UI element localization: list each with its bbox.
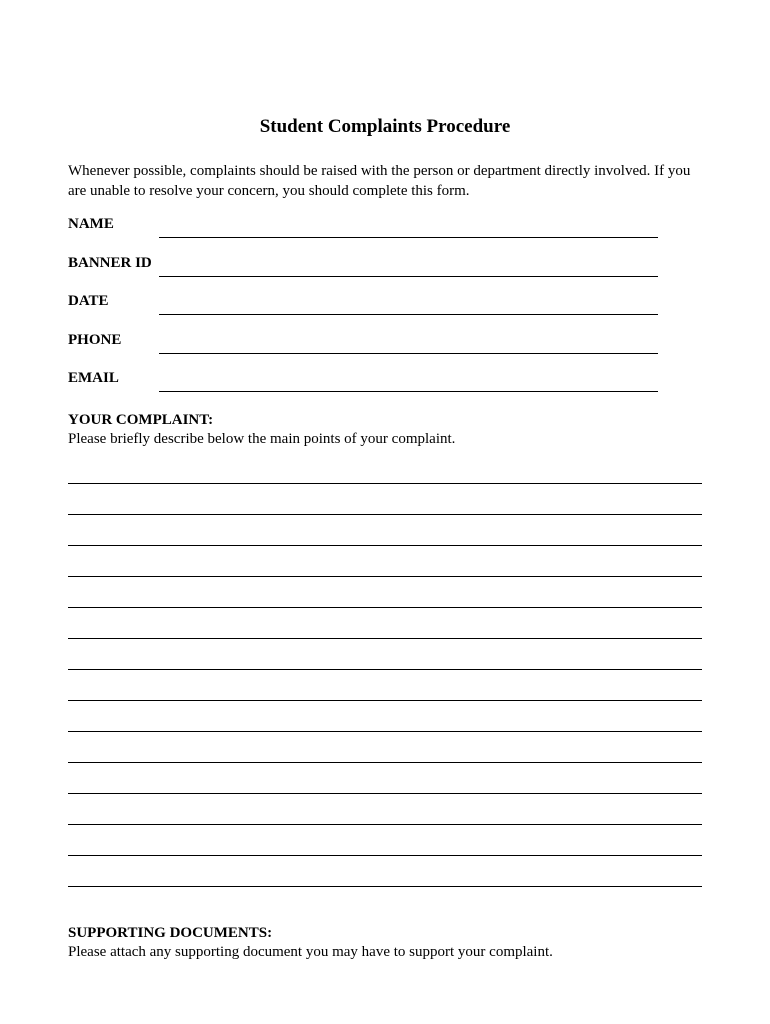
complaint-instructions: Please briefly describe below the main points of your complaint. <box>68 431 456 447</box>
banner-id-label: BANNER ID <box>68 255 152 271</box>
complaint-line <box>68 514 702 515</box>
banner-id-input[interactable] <box>159 258 658 277</box>
email-field-row <box>68 368 658 392</box>
complaint-line <box>68 607 702 608</box>
name-field-row <box>68 214 658 238</box>
intro-text: Whenever possible, complaints should be raised with the person or department directly involved. If you are unable to resolve your concern, you should complete this form. <box>68 163 691 199</box>
complaint-writing-area[interactable] <box>68 455 702 889</box>
banner-id-field-row <box>68 253 658 277</box>
complaint-line <box>68 731 702 732</box>
complaint-line <box>68 886 702 887</box>
phone-label: PHONE <box>68 332 122 348</box>
complaint-line <box>68 545 702 546</box>
supporting-documents-instructions: Please attach any supporting document you may have to support your complaint. <box>68 944 553 960</box>
phone-field-row <box>68 330 658 354</box>
date-label: DATE <box>68 293 109 309</box>
name-label: NAME <box>68 216 114 232</box>
complaint-line <box>68 824 702 825</box>
complaint-line <box>68 483 702 484</box>
email-label: EMAIL <box>68 370 119 386</box>
complaint-line <box>68 762 702 763</box>
date-field-row <box>68 291 658 315</box>
page-title: Student Complaints Procedure <box>259 116 511 137</box>
supporting-documents-heading: SUPPORTING DOCUMENTS: <box>68 925 273 941</box>
complaint-line <box>68 669 702 670</box>
phone-input[interactable] <box>159 335 658 354</box>
complaint-line <box>68 638 702 639</box>
name-input[interactable] <box>159 219 658 238</box>
complaint-line <box>68 793 702 794</box>
date-input[interactable] <box>159 296 658 315</box>
complaint-line <box>68 700 702 701</box>
email-input[interactable] <box>159 373 658 392</box>
complaint-line <box>68 576 702 577</box>
complaint-heading: YOUR COMPLAINT: <box>68 412 214 428</box>
complaint-line <box>68 855 702 856</box>
